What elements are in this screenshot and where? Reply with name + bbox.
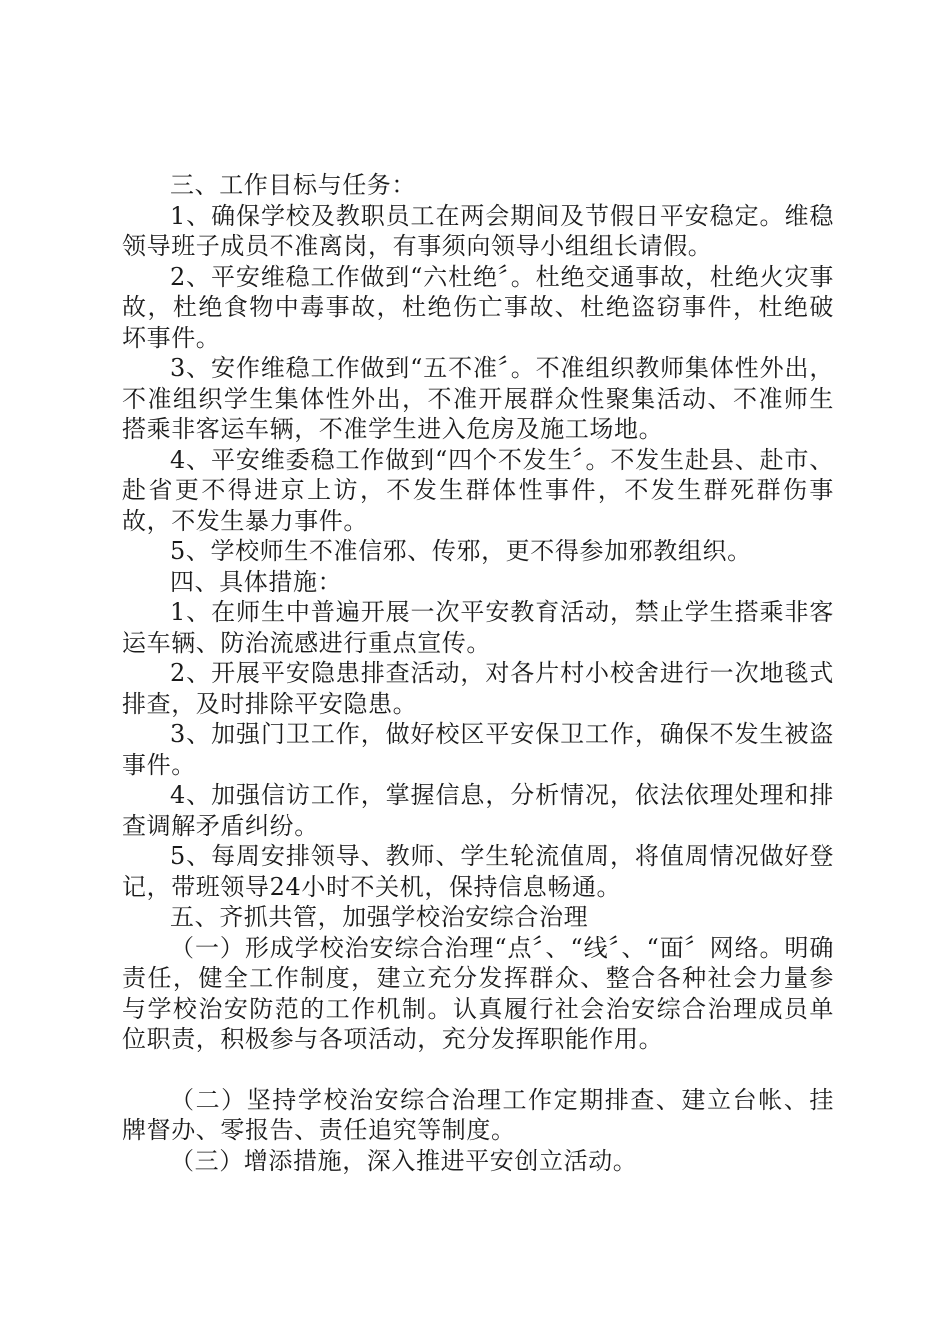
section-3-heading: 三、工作目标与任务： [170,171,416,199]
section-5-heading: 五、齐抓共管，加强学校治安综合治理 [170,903,589,931]
goal-4-paragraph: 4、平安维委稳工作做到“四个不发生〞。不发生赴县、赴市、赴省更不得进京上访，不发生群体性事件，不发生群死群伤事故，不发生暴力事件。 [122,445,834,535]
goal-1-paragraph: 1、确保学校及教职员工在两会期间及节假日平安稳定。维稳领导班子成员不准离岗，有事须向领导小组组长请假。 [122,201,834,260]
measure-1-paragraph: 1、在师生中普遍开展一次平安教育活动，禁止学生搭乘非客运车辆、防治流感进行重点宣传。 [122,598,834,657]
sub-2-paragraph: （二）坚持学校治安综合治理工作定期排查、建立台帐、挂牌督办、零报告、责任追究等制度。 [122,1085,834,1144]
measure-3-paragraph: 3、加强门卫工作，做好校区平安保卫工作，确保不发生被盗事件。 [122,720,834,779]
goal-5-paragraph: 5、学校师生不准信邪、传邪，更不得参加邪教组织。 [170,537,752,565]
sub-3-paragraph: （三）增添措施，深入推进平安创立活动。 [170,1146,638,1175]
measure-5-paragraph: 5、每周安排领导、教师、学生轮流值周，将值周情况做好登记，带班领导24小时不关机，保持信息畅通。 [122,842,834,901]
goal-2-paragraph: 2、平安维稳工作做到“六杜绝〞。杜绝交通事故，杜绝火灾事故，杜绝食物中毒事故，杜绝伤亡事故、杜绝盗窃事件，杜绝破坏事件。 [122,262,834,352]
sub-1-paragraph: （一）形成学校治安综合治理“点〞、“线〞、“面〞网络。明确责任，健全工作制度，建立充分发挥群众、整合各种社会力量参与学校治安防范的工作机制。认真履行社会治安综合治理成员单位职责，积极参与各项活动，充分发挥职能作用。 [122,933,834,1053]
measure-2-paragraph: 2、开展平安隐患排查活动，对各片村小校舍进行一次地毯式排查，及时排除平安隐患。 [122,659,834,718]
goal-3-paragraph: 3、安作维稳工作做到“五不准〞。不准组织教师集体性外出，不准组织学生集体性外出，不准开展群众性聚集活动、不准师生搭乘非客运车辆，不准学生进入危房及施工场地。 [122,354,834,443]
section-4-heading: 四、具体措施： [170,567,343,596]
measure-4-paragraph: 4、加强信访工作，掌握信息，分析情况，依法依理处理和排查调解矛盾纠纷。 [122,781,834,840]
document-body [122,170,834,1176]
